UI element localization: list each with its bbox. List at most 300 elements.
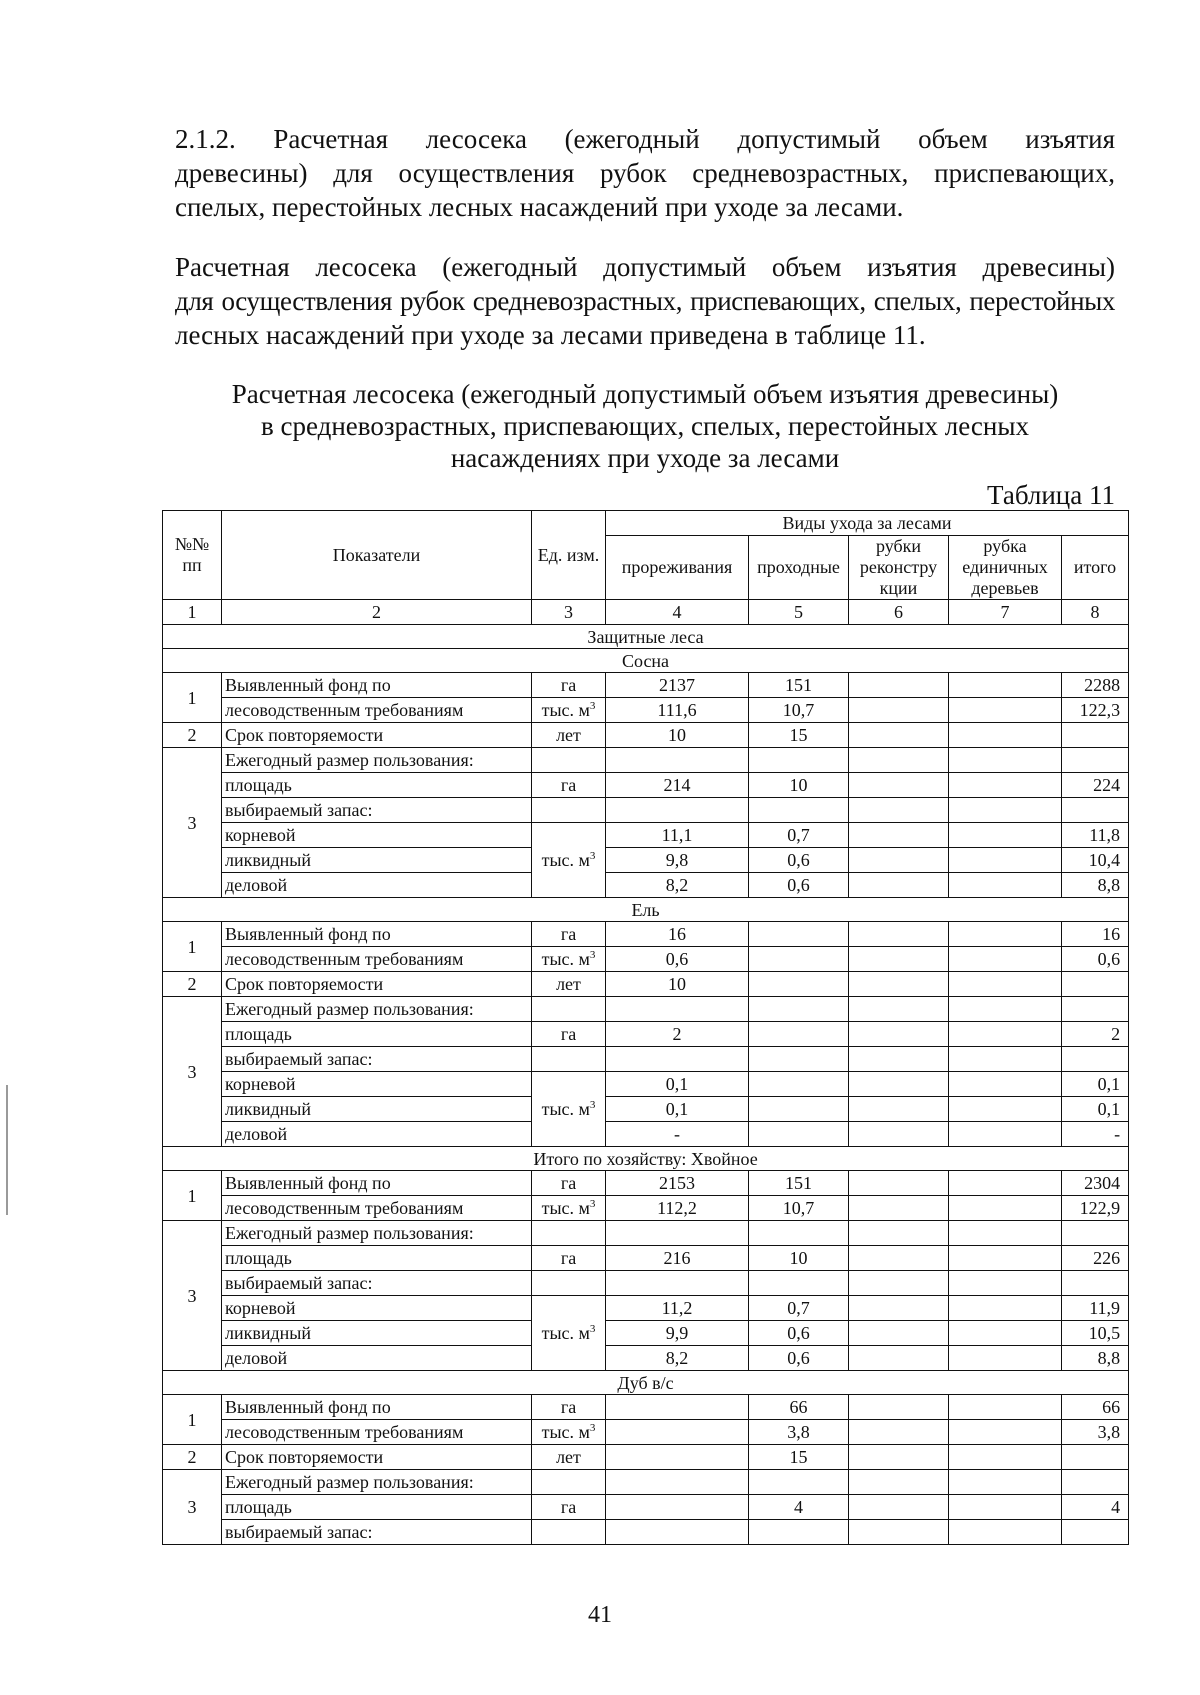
heading-line: спелых, перестойных лесных насаждений при уходе за лесами. — [175, 192, 904, 222]
value-cell — [849, 748, 949, 773]
value-cell: 3,8 — [1062, 1420, 1129, 1445]
table-row — [163, 1445, 1129, 1470]
unit-cell — [532, 1047, 606, 1072]
value-cell — [949, 748, 1062, 773]
row-label: выбираемый запас: — [222, 1047, 532, 1072]
header-col: прореживания — [606, 536, 749, 600]
row-num: 2 — [163, 1445, 222, 1470]
table-row — [163, 723, 1129, 748]
value-cell — [849, 1470, 949, 1495]
row-label: Выявленный фонд по — [222, 1395, 532, 1420]
value-cell — [1062, 723, 1129, 748]
section-title-row — [163, 649, 1129, 673]
value-cell — [749, 1470, 849, 1495]
unit-cell — [532, 698, 606, 723]
value-cell — [749, 972, 849, 997]
value-cell: 2 — [606, 1022, 749, 1047]
value-cell — [606, 1047, 749, 1072]
caption-line: в средневозрастных, приспевающих, спелых, перестойных лесных — [260, 411, 1029, 441]
category-row — [163, 625, 1129, 649]
unit-cell — [532, 1520, 606, 1545]
value-cell: 15 — [749, 723, 849, 748]
value-cell — [949, 1072, 1062, 1097]
value-cell — [749, 1072, 849, 1097]
row-num: 2 — [163, 723, 222, 748]
header-col: рубка единичных деревьев — [949, 536, 1062, 600]
row-label: ликвидный — [222, 848, 532, 873]
row-label: выбираемый запас: — [222, 1271, 532, 1296]
value-cell — [849, 1246, 949, 1271]
value-cell: 2137 — [606, 673, 749, 698]
unit-text: тыс. м — [541, 1099, 590, 1119]
value-cell — [606, 1495, 749, 1520]
value-cell: 8,8 — [1062, 873, 1129, 898]
table-row — [163, 972, 1129, 997]
value-cell — [949, 723, 1062, 748]
value-cell — [1062, 997, 1129, 1022]
value-cell — [849, 698, 949, 723]
value-cell — [849, 773, 949, 798]
value-cell — [849, 873, 949, 898]
value-cell — [849, 848, 949, 873]
table-row — [163, 1196, 1129, 1221]
value-cell: 0,7 — [749, 823, 849, 848]
value-cell: 11,1 — [606, 823, 749, 848]
value-cell: 16 — [606, 922, 749, 947]
value-cell — [849, 947, 949, 972]
unit-cell — [532, 1072, 606, 1147]
section-title-row — [163, 898, 1129, 922]
header-indicators: Показатели — [222, 511, 532, 600]
section-title: Ель — [163, 898, 1129, 922]
value-cell — [849, 1395, 949, 1420]
value-cell — [1062, 1047, 1129, 1072]
column-number: 3 — [532, 600, 606, 625]
value-cell — [1062, 972, 1129, 997]
value-cell — [949, 1346, 1062, 1371]
value-cell — [1062, 1520, 1129, 1545]
value-cell — [606, 1395, 749, 1420]
table-row — [163, 1296, 1129, 1321]
unit-cell: га — [532, 1495, 606, 1520]
category-title: Защитные леса — [163, 625, 1129, 649]
unit-cell — [532, 1196, 606, 1221]
value-cell — [849, 997, 949, 1022]
intro-line: лесных насаждений при уходе за лесами приведена в таблице 11. — [175, 320, 926, 350]
table-row — [163, 922, 1129, 947]
value-cell: 151 — [749, 673, 849, 698]
value-cell — [949, 1246, 1062, 1271]
value-cell — [949, 848, 1062, 873]
row-label: деловой — [222, 1122, 532, 1147]
value-cell — [606, 1470, 749, 1495]
row-label: корневой — [222, 823, 532, 848]
unit-superscript: 3 — [589, 850, 596, 862]
unit-cell — [532, 1420, 606, 1445]
value-cell — [849, 1072, 949, 1097]
value-cell — [949, 773, 1062, 798]
unit-cell — [532, 1271, 606, 1296]
value-cell: 0,1 — [606, 1072, 749, 1097]
value-cell — [949, 1445, 1062, 1470]
row-num: 2 — [163, 972, 222, 997]
table-row — [163, 798, 1129, 823]
row-label: корневой — [222, 1072, 532, 1097]
value-cell: 10,4 — [1062, 848, 1129, 873]
value-cell — [949, 1470, 1062, 1495]
column-number: 6 — [849, 600, 949, 625]
value-cell: - — [606, 1122, 749, 1147]
value-cell: 0,6 — [749, 1321, 849, 1346]
value-cell: 9,9 — [606, 1321, 749, 1346]
row-label: Выявленный фонд по — [222, 1171, 532, 1196]
row-label: Ежегодный размер пользования: — [222, 1470, 532, 1495]
value-cell — [749, 748, 849, 773]
allowable-cut-table — [162, 510, 1129, 1545]
value-cell: 8,8 — [1062, 1346, 1129, 1371]
header-col: проходные — [749, 536, 849, 600]
intro-line: Расчетная лесосека (ежегодный допустимый объем изъятия древесины) — [175, 252, 1115, 282]
value-cell: 10 — [749, 773, 849, 798]
header-col: итого — [1062, 536, 1129, 600]
scan-edge-mark — [6, 1085, 8, 1215]
value-cell: 4 — [1062, 1495, 1129, 1520]
value-cell — [606, 1445, 749, 1470]
table-row — [163, 1420, 1129, 1445]
unit-cell — [532, 997, 606, 1022]
column-number-row — [163, 600, 1129, 625]
unit-cell — [532, 1296, 606, 1371]
row-label: корневой — [222, 1296, 532, 1321]
value-cell — [606, 1271, 749, 1296]
value-cell: 10,7 — [749, 698, 849, 723]
value-cell — [949, 698, 1062, 723]
row-num: 1 — [163, 1395, 222, 1445]
table-row — [163, 1470, 1129, 1495]
value-cell — [949, 1097, 1062, 1122]
row-num: 1 — [163, 922, 222, 972]
value-cell — [849, 1122, 949, 1147]
value-cell: 2304 — [1062, 1171, 1129, 1196]
unit-text: тыс. м — [541, 1323, 590, 1343]
unit-cell — [532, 798, 606, 823]
caption-line: насаждениях при уходе за лесами — [450, 443, 840, 473]
section-title-row — [163, 1147, 1129, 1171]
value-cell: 0,6 — [749, 1346, 849, 1371]
value-cell — [949, 1171, 1062, 1196]
value-cell — [849, 922, 949, 947]
value-cell — [749, 1122, 849, 1147]
table-row — [163, 1047, 1129, 1072]
value-cell: 66 — [1062, 1395, 1129, 1420]
value-cell — [949, 1296, 1062, 1321]
value-cell: 0,6 — [749, 848, 849, 873]
value-cell: 15 — [749, 1445, 849, 1470]
value-cell — [949, 873, 1062, 898]
value-cell — [1062, 1470, 1129, 1495]
unit-superscript: 3 — [589, 1422, 596, 1434]
intro-paragraph — [175, 250, 1115, 352]
value-cell — [949, 1022, 1062, 1047]
value-cell — [849, 1346, 949, 1371]
value-cell: 214 — [606, 773, 749, 798]
value-cell: 0,6 — [606, 947, 749, 972]
unit-text: тыс. м — [541, 1198, 590, 1218]
value-cell — [849, 1520, 949, 1545]
value-cell — [849, 798, 949, 823]
heading-line: 2.1.2. Расчетная лесосека (ежегодный допустимый объем изъятия — [175, 124, 1115, 154]
table-row — [163, 1395, 1129, 1420]
section-title: Сосна — [163, 649, 1129, 673]
value-cell — [949, 1495, 1062, 1520]
column-number: 4 — [606, 600, 749, 625]
table-row — [163, 1346, 1129, 1371]
heading-line: древесины) для осуществления рубок средневозрастных, приспевающих, — [175, 158, 1115, 188]
row-label: ликвидный — [222, 1321, 532, 1346]
value-cell — [849, 1022, 949, 1047]
row-label: деловой — [222, 1346, 532, 1371]
table-row — [163, 698, 1129, 723]
header-col: рубки реконстру кции — [849, 536, 949, 600]
value-cell — [606, 1420, 749, 1445]
value-cell — [949, 798, 1062, 823]
value-cell: 111,6 — [606, 698, 749, 723]
value-cell: 216 — [606, 1246, 749, 1271]
row-label: Срок повторяемости — [222, 723, 532, 748]
value-cell — [949, 1122, 1062, 1147]
value-cell — [949, 823, 1062, 848]
value-cell: 10,7 — [749, 1196, 849, 1221]
unit-cell: га — [532, 922, 606, 947]
unit-cell: га — [532, 673, 606, 698]
value-cell: 11,9 — [1062, 1296, 1129, 1321]
value-cell: 122,9 — [1062, 1196, 1129, 1221]
row-num: 3 — [163, 748, 222, 898]
value-cell — [1062, 798, 1129, 823]
value-cell: - — [1062, 1122, 1129, 1147]
value-cell — [949, 673, 1062, 698]
table-row — [163, 673, 1129, 698]
table-row — [163, 1022, 1129, 1047]
page-number: 41 — [588, 1602, 612, 1628]
value-cell — [949, 1047, 1062, 1072]
value-cell — [949, 1420, 1062, 1445]
row-label: площадь — [222, 1246, 532, 1271]
section-title-row — [163, 1371, 1129, 1395]
value-cell — [749, 947, 849, 972]
unit-text: тыс. м — [541, 1422, 590, 1442]
table-row — [163, 1321, 1129, 1346]
value-cell — [849, 1420, 949, 1445]
table-row — [163, 873, 1129, 898]
value-cell — [1062, 748, 1129, 773]
value-cell — [749, 997, 849, 1022]
row-label: Ежегодный размер пользования: — [222, 997, 532, 1022]
table-caption — [175, 378, 1115, 474]
table-row — [163, 848, 1129, 873]
header-care-types: Виды ухода за лесами — [606, 511, 1129, 536]
unit-cell — [532, 1470, 606, 1495]
caption-line: Расчетная лесосека (ежегодный допустимый объем изъятия древесины) — [231, 379, 1059, 409]
table-row — [163, 1122, 1129, 1147]
value-cell — [606, 1221, 749, 1246]
row-num: 1 — [163, 1171, 222, 1221]
table-row — [163, 823, 1129, 848]
table-row — [163, 1271, 1129, 1296]
column-number: 2 — [222, 600, 532, 625]
row-num: 3 — [163, 1221, 222, 1371]
value-cell — [849, 1171, 949, 1196]
value-cell — [1062, 1271, 1129, 1296]
value-cell — [849, 673, 949, 698]
value-cell — [949, 1221, 1062, 1246]
table-row — [163, 1097, 1129, 1122]
unit-text: тыс. м — [541, 700, 590, 720]
value-cell — [949, 1271, 1062, 1296]
value-cell — [949, 922, 1062, 947]
value-cell: 0,7 — [749, 1296, 849, 1321]
column-number: 8 — [1062, 600, 1129, 625]
table-row — [163, 748, 1129, 773]
unit-superscript: 3 — [589, 1198, 596, 1210]
section-title: Итого по хозяйству: Хвойное — [163, 1147, 1129, 1171]
column-number: 1 — [163, 600, 222, 625]
value-cell — [949, 1196, 1062, 1221]
value-cell — [749, 798, 849, 823]
value-cell — [949, 1520, 1062, 1545]
row-label: Срок повторяемости — [222, 972, 532, 997]
value-cell: 0,6 — [749, 873, 849, 898]
value-cell — [849, 823, 949, 848]
value-cell — [849, 1445, 949, 1470]
value-cell — [849, 972, 949, 997]
table-row — [163, 773, 1129, 798]
value-cell: 8,2 — [606, 873, 749, 898]
unit-cell — [532, 748, 606, 773]
unit-text: тыс. м — [541, 949, 590, 969]
row-label: площадь — [222, 773, 532, 798]
row-num: 1 — [163, 673, 222, 723]
value-cell: 0,1 — [1062, 1072, 1129, 1097]
table-row — [163, 1221, 1129, 1246]
unit-cell: га — [532, 1246, 606, 1271]
value-cell — [949, 1395, 1062, 1420]
table-row — [163, 997, 1129, 1022]
row-label: лесоводственным требованиям — [222, 1420, 532, 1445]
row-label: лесоводственным требованиям — [222, 698, 532, 723]
row-label: Выявленный фонд по — [222, 673, 532, 698]
value-cell — [849, 1196, 949, 1221]
value-cell: 4 — [749, 1495, 849, 1520]
value-cell: 10 — [606, 972, 749, 997]
value-cell: 16 — [1062, 922, 1129, 947]
column-number: 7 — [949, 600, 1062, 625]
row-label: ликвидный — [222, 1097, 532, 1122]
column-number: 5 — [749, 600, 849, 625]
unit-cell: лет — [532, 723, 606, 748]
row-label: Срок повторяемости — [222, 1445, 532, 1470]
section-heading — [175, 122, 1115, 224]
value-cell: 66 — [749, 1395, 849, 1420]
unit-cell — [532, 1221, 606, 1246]
unit-cell: га — [532, 1171, 606, 1196]
value-cell — [849, 1296, 949, 1321]
value-cell — [749, 1022, 849, 1047]
value-cell — [1062, 1445, 1129, 1470]
value-cell — [849, 1097, 949, 1122]
value-cell: 11,8 — [1062, 823, 1129, 848]
value-cell: 0,6 — [1062, 947, 1129, 972]
value-cell — [849, 1221, 949, 1246]
value-cell — [849, 1495, 949, 1520]
row-label: лесоводственным требованиям — [222, 1196, 532, 1221]
unit-text: тыс. м — [541, 850, 590, 870]
value-cell: 9,8 — [606, 848, 749, 873]
value-cell: 0,1 — [606, 1097, 749, 1122]
value-cell: 112,2 — [606, 1196, 749, 1221]
value-cell — [949, 947, 1062, 972]
unit-cell: га — [532, 1022, 606, 1047]
unit-cell: лет — [532, 1445, 606, 1470]
row-label: Ежегодный размер пользования: — [222, 1221, 532, 1246]
row-num: 3 — [163, 997, 222, 1147]
header-unit: Ед. изм. — [532, 511, 606, 600]
value-cell — [1062, 1221, 1129, 1246]
table-row — [163, 947, 1129, 972]
value-cell — [849, 723, 949, 748]
value-cell — [606, 748, 749, 773]
unit-superscript: 3 — [589, 700, 596, 712]
row-label: площадь — [222, 1495, 532, 1520]
value-cell — [949, 1321, 1062, 1346]
value-cell — [749, 1047, 849, 1072]
row-label: Выявленный фонд по — [222, 922, 532, 947]
unit-cell: га — [532, 773, 606, 798]
value-cell: 11,2 — [606, 1296, 749, 1321]
row-label: деловой — [222, 873, 532, 898]
row-label: лесоводственным требованиям — [222, 947, 532, 972]
unit-superscript: 3 — [589, 949, 596, 961]
value-cell — [606, 1520, 749, 1545]
intro-line: для осуществления рубок средневозрастных, приспевающих, спелых, перестойных — [175, 286, 1115, 316]
unit-cell: лет — [532, 972, 606, 997]
table-header-row — [163, 511, 1129, 536]
value-cell: 0,1 — [1062, 1097, 1129, 1122]
value-cell — [749, 1520, 849, 1545]
value-cell: 10,5 — [1062, 1321, 1129, 1346]
unit-superscript: 3 — [589, 1323, 596, 1335]
table-row — [163, 1495, 1129, 1520]
value-cell: 151 — [749, 1171, 849, 1196]
value-cell — [949, 997, 1062, 1022]
unit-superscript: 3 — [589, 1099, 596, 1111]
value-cell: 2153 — [606, 1171, 749, 1196]
section-title: Дуб в/с — [163, 1371, 1129, 1395]
value-cell: 10 — [749, 1246, 849, 1271]
value-cell: 2288 — [1062, 673, 1129, 698]
value-cell — [606, 997, 749, 1022]
value-cell: 224 — [1062, 773, 1129, 798]
value-cell — [749, 1221, 849, 1246]
row-label: Ежегодный размер пользования: — [222, 748, 532, 773]
table-row — [163, 1520, 1129, 1545]
value-cell: 122,3 — [1062, 698, 1129, 723]
row-num: 3 — [163, 1470, 222, 1545]
value-cell — [949, 972, 1062, 997]
value-cell: 3,8 — [749, 1420, 849, 1445]
header-num: №№ пп — [163, 511, 222, 600]
row-label: выбираемый запас: — [222, 1520, 532, 1545]
